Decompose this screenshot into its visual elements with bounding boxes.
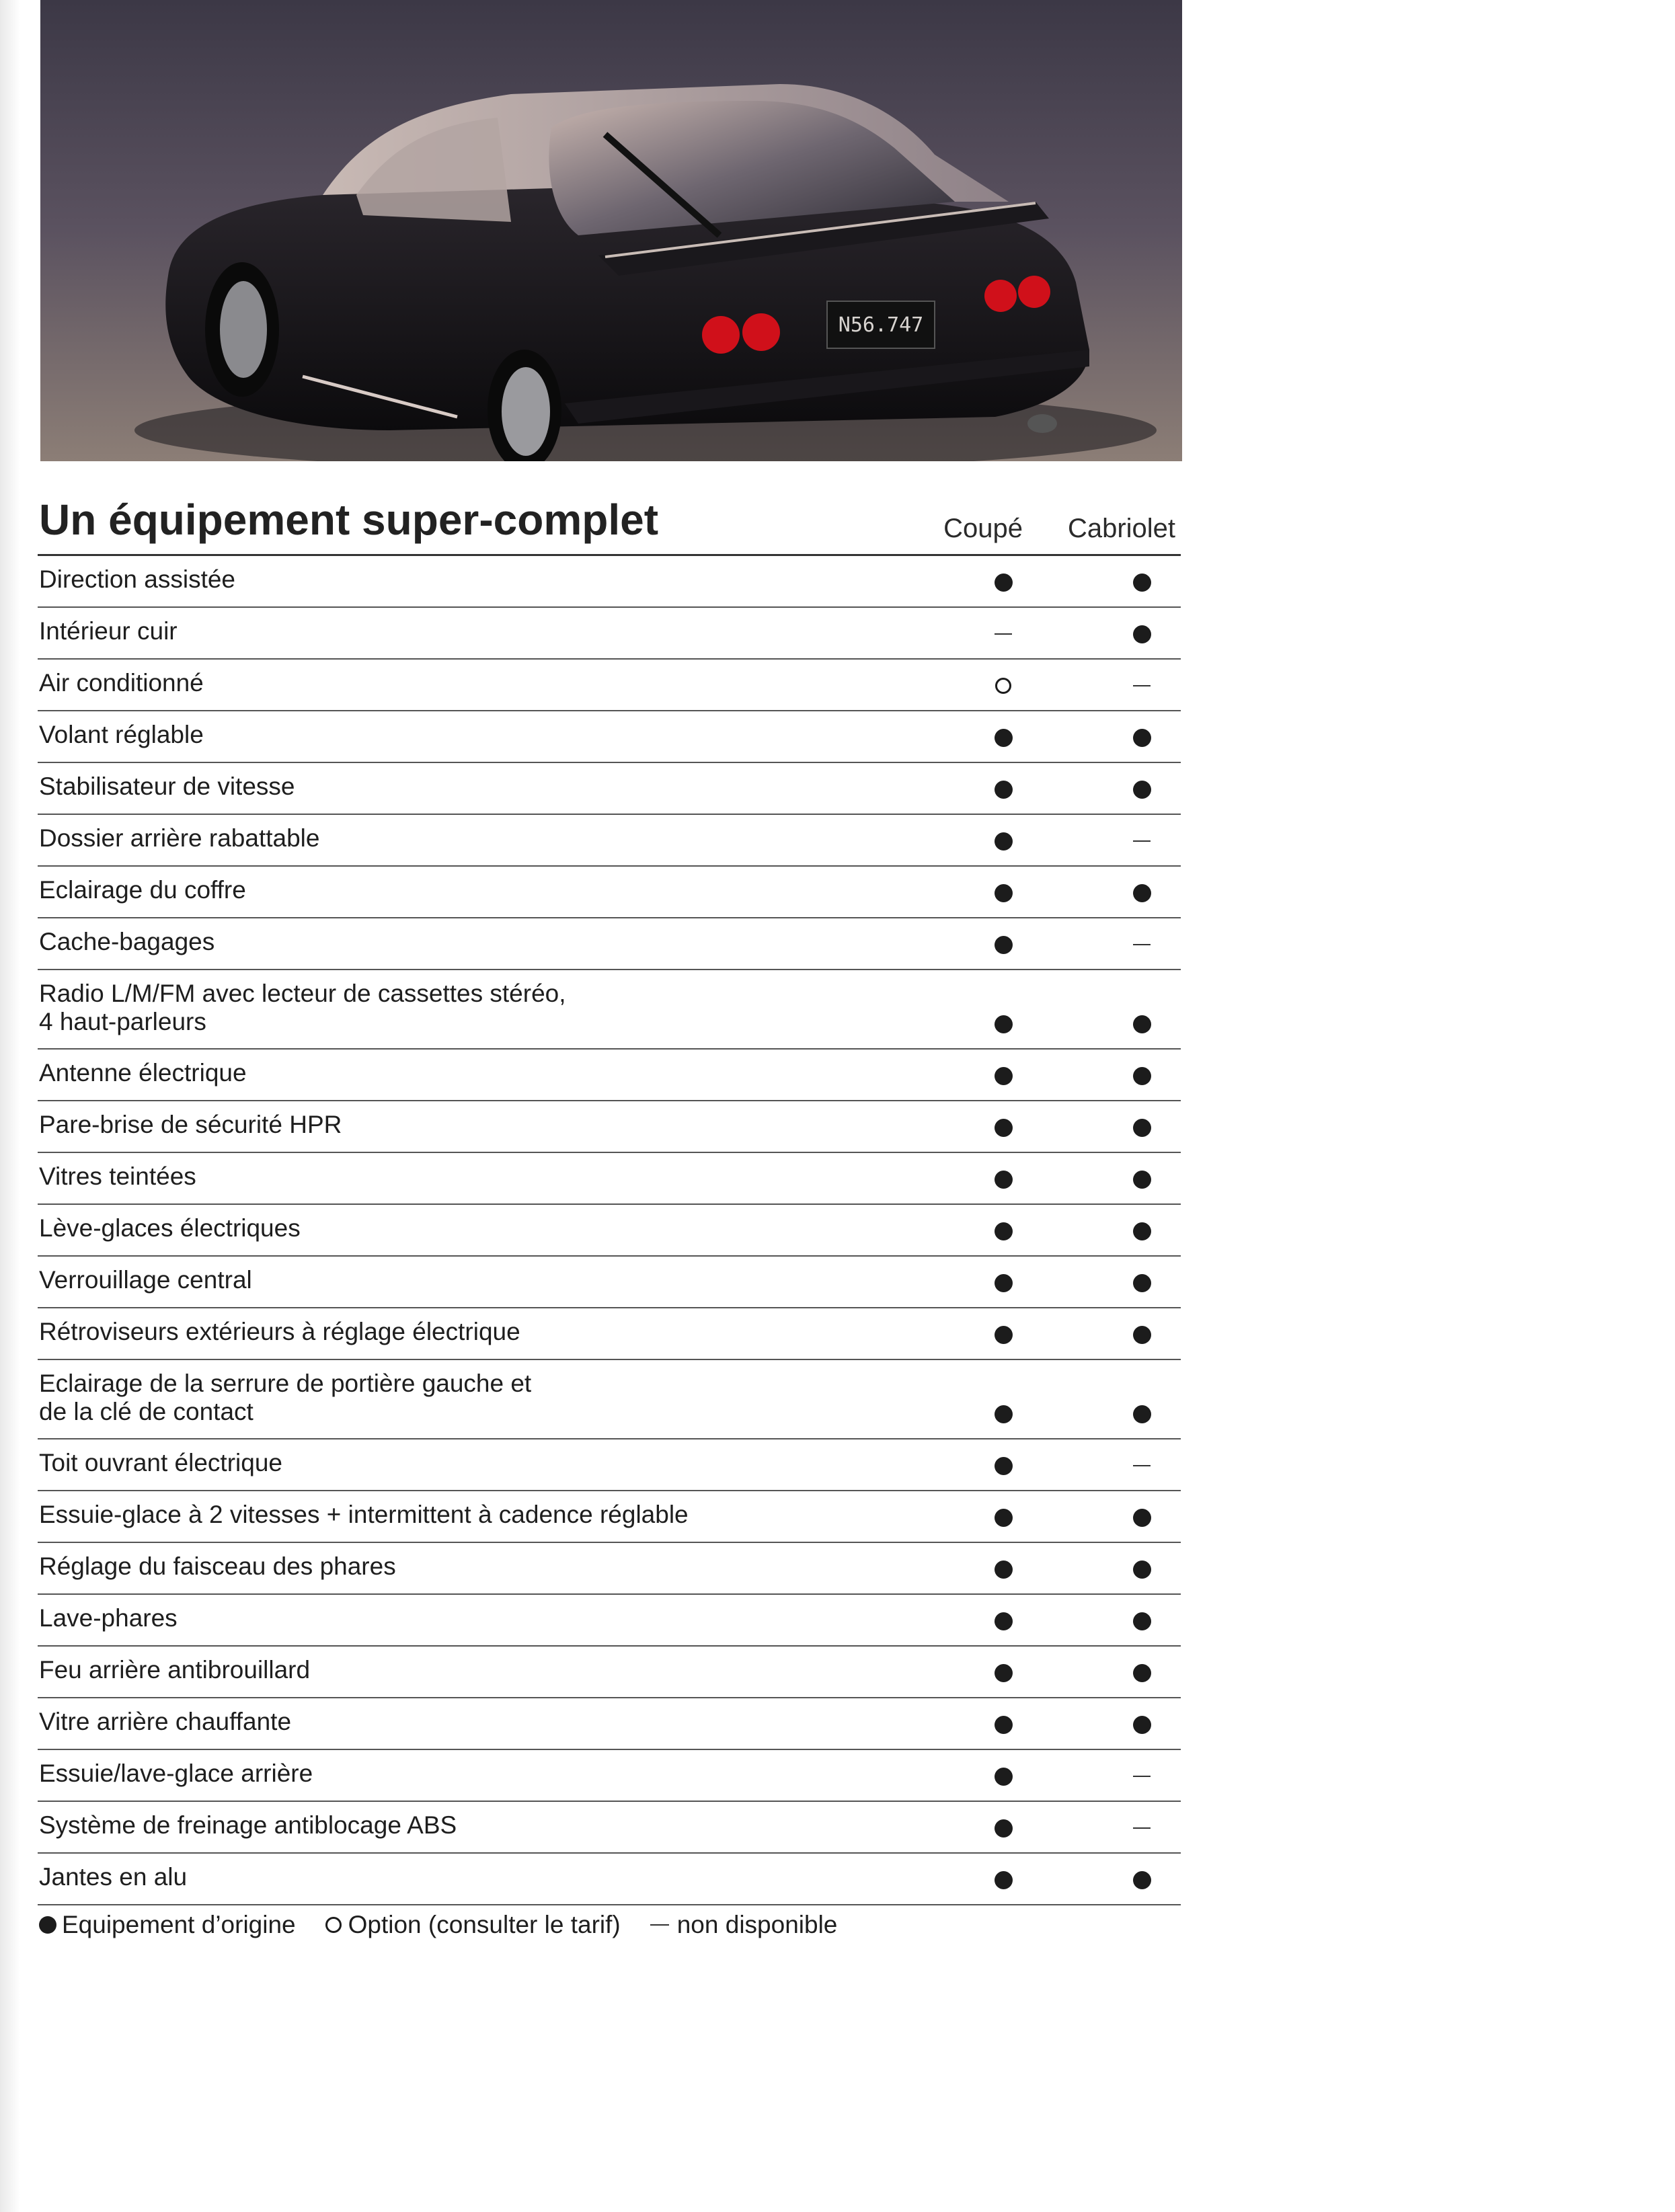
cell-coupe (983, 879, 1023, 906)
page-title: Un équipement super-complet (39, 496, 658, 544)
equipment-table (38, 556, 1181, 1905)
cell-coupe (983, 1321, 1023, 1348)
table-row (38, 970, 1181, 1050)
cell-coupe (983, 1011, 1023, 1037)
filled-circle-icon (1133, 1119, 1151, 1137)
filled-circle-icon (995, 781, 1013, 799)
filled-circle-icon (995, 1067, 1013, 1085)
dash-icon (650, 1924, 669, 1926)
filled-circle-icon (1133, 1871, 1151, 1889)
cell-cabriolet (1122, 1269, 1162, 1296)
filled-circle-icon (995, 1119, 1013, 1137)
table-row (38, 1698, 1181, 1750)
cell-cabriolet (1122, 879, 1162, 906)
sports-car-illustration (40, 0, 1182, 461)
row-label: Stabilisateur de vitesse (39, 773, 295, 800)
filled-circle-icon (995, 936, 1013, 954)
row-label: Cache-bagages (39, 928, 215, 955)
filled-circle-icon (995, 1171, 1013, 1189)
dash-icon (1133, 840, 1151, 842)
cell-coupe (983, 1452, 1023, 1479)
cell-cabriolet (1122, 1011, 1162, 1037)
filled-circle-icon (1133, 1326, 1151, 1344)
table-row (38, 1257, 1181, 1308)
table-row (38, 918, 1181, 970)
dash-icon (1133, 944, 1151, 945)
cell-cabriolet (1122, 1711, 1162, 1738)
filled-circle-icon (1133, 1405, 1151, 1423)
cell-coupe (983, 1114, 1023, 1141)
legend-item-standard (39, 1911, 296, 1939)
filled-circle-icon (995, 1561, 1013, 1579)
dash-icon (1133, 1827, 1151, 1829)
cell-coupe (983, 1504, 1023, 1531)
row-label: Vitre arrière chauffante (39, 1708, 292, 1735)
filled-circle-icon (995, 1768, 1013, 1786)
table-row (38, 1050, 1181, 1101)
cell-cabriolet (1122, 1815, 1162, 1842)
cell-cabriolet (1122, 621, 1162, 647)
table-row (38, 763, 1181, 815)
row-label: Volant réglable (39, 721, 204, 748)
row-label: Dossier arrière rabattable (39, 824, 320, 852)
legend-standard-label: Equipement d’origine (62, 1911, 296, 1938)
filled-circle-icon (995, 1405, 1013, 1423)
filled-circle-icon (1133, 574, 1151, 592)
cell-coupe (983, 931, 1023, 958)
cell-coupe (983, 1400, 1023, 1427)
cell-cabriolet (1122, 1504, 1162, 1531)
cell-coupe (983, 1608, 1023, 1634)
row-label: Lève-glaces électriques (39, 1214, 301, 1242)
filled-circle-icon (995, 1015, 1013, 1033)
table-row (38, 608, 1181, 660)
cell-coupe (983, 621, 1023, 647)
cell-cabriolet (1122, 569, 1162, 596)
row-label: Lave-phares (39, 1604, 178, 1632)
cell-coupe (983, 569, 1023, 596)
cell-cabriolet (1122, 1114, 1162, 1141)
table-row (38, 1750, 1181, 1802)
column-header-cabriolet: Cabriolet (1067, 514, 1176, 543)
cell-cabriolet (1122, 672, 1162, 699)
filled-circle-icon (1133, 1664, 1151, 1682)
table-row (38, 1360, 1181, 1439)
table-row (38, 867, 1181, 918)
row-label: Eclairage de la serrure de portière gauche et de la clé de contact (39, 1370, 532, 1425)
dash-icon (1133, 1465, 1151, 1466)
row-label: Air conditionné (39, 669, 204, 697)
license-plate-text: N56.747 (838, 313, 924, 337)
legend-na-label: non disponible (676, 1911, 838, 1938)
filled-circle-icon (1133, 1509, 1151, 1527)
open-circle-icon (325, 1917, 342, 1933)
cell-cabriolet (1122, 1062, 1162, 1089)
cell-coupe (983, 1659, 1023, 1686)
cell-cabriolet (1122, 1866, 1162, 1893)
page-binding-shadow (0, 0, 20, 2212)
row-label: Verrouillage central (39, 1266, 252, 1294)
filled-circle-icon (995, 1457, 1013, 1475)
filled-circle-icon (995, 1222, 1013, 1240)
filled-circle-icon (995, 1274, 1013, 1292)
cell-cabriolet (1122, 1321, 1162, 1348)
row-label: Intérieur cuir (39, 617, 178, 645)
row-label: Essuie-glace à 2 vitesses + intermittent à cadence réglable (39, 1501, 689, 1528)
filled-circle-icon (995, 574, 1013, 592)
cell-coupe (983, 1763, 1023, 1790)
cell-cabriolet (1122, 1218, 1162, 1245)
filled-circle-icon (1133, 884, 1151, 902)
filled-circle-icon (1133, 1171, 1151, 1189)
cell-coupe (983, 1866, 1023, 1893)
filled-circle-icon (1133, 1274, 1151, 1292)
legend-item-option (325, 1911, 621, 1939)
filled-circle-icon (1133, 625, 1151, 643)
cell-cabriolet (1122, 1763, 1162, 1790)
cell-cabriolet (1122, 1400, 1162, 1427)
filled-circle-icon (1133, 1067, 1151, 1085)
cell-coupe (983, 1218, 1023, 1245)
cell-coupe (983, 1166, 1023, 1193)
filled-circle-icon (995, 1509, 1013, 1527)
row-label: Toit ouvrant électrique (39, 1449, 282, 1476)
table-row (38, 1595, 1181, 1647)
filled-circle-icon (1133, 1222, 1151, 1240)
filled-circle-icon (1133, 1561, 1151, 1579)
row-label: Feu arrière antibrouillard (39, 1656, 311, 1684)
row-label: Système de freinage antiblocage ABS (39, 1811, 457, 1839)
table-row (38, 1543, 1181, 1595)
filled-circle-icon (995, 1716, 1013, 1734)
table-row (38, 1205, 1181, 1257)
cell-cabriolet (1122, 1556, 1162, 1583)
row-label: Eclairage du coffre (39, 876, 246, 904)
cell-coupe (983, 1711, 1023, 1738)
cell-coupe (983, 1556, 1023, 1583)
table-row (38, 556, 1181, 608)
table-row (38, 1491, 1181, 1543)
legend-item-not-available (650, 1911, 838, 1939)
table-row (38, 1647, 1181, 1698)
cell-cabriolet (1122, 1166, 1162, 1193)
row-label: Essuie/lave-glace arrière (39, 1760, 313, 1787)
table-row (38, 660, 1181, 711)
filled-circle-icon (39, 1916, 56, 1934)
row-label: Jantes en alu (39, 1863, 188, 1891)
table-row (38, 1153, 1181, 1205)
table-row (38, 711, 1181, 763)
cell-coupe (983, 828, 1023, 855)
cell-cabriolet (1122, 1452, 1162, 1479)
filled-circle-icon (1133, 781, 1151, 799)
legend (39, 1911, 867, 1939)
row-label: Radio L/M/FM avec lecteur de cassettes stéréo, 4 haut-parleurs (39, 980, 566, 1035)
filled-circle-icon (1133, 729, 1151, 747)
table-row (38, 1439, 1181, 1491)
filled-circle-icon (1133, 1612, 1151, 1630)
filled-circle-icon (1133, 1015, 1151, 1033)
car-photo (40, 0, 1182, 461)
dash-icon (1133, 1776, 1151, 1777)
column-header-coupe: Coupé (943, 514, 1023, 543)
open-circle-icon (995, 678, 1011, 694)
row-label: Réglage du faisceau des phares (39, 1552, 396, 1580)
table-row (38, 815, 1181, 867)
filled-circle-icon (995, 1612, 1013, 1630)
legend-option-label: Option (consulter le tarif) (348, 1911, 621, 1938)
cell-coupe (983, 672, 1023, 699)
filled-circle-icon (995, 832, 1013, 851)
filled-circle-icon (995, 1326, 1013, 1344)
row-label: Direction assistée (39, 565, 236, 593)
cell-cabriolet (1122, 724, 1162, 751)
cell-coupe (983, 724, 1023, 751)
filled-circle-icon (995, 884, 1013, 902)
cell-coupe (983, 1062, 1023, 1089)
cell-cabriolet (1122, 828, 1162, 855)
table-row (38, 1854, 1181, 1905)
cell-cabriolet (1122, 931, 1162, 958)
filled-circle-icon (995, 1664, 1013, 1682)
cell-cabriolet (1122, 1608, 1162, 1634)
dash-icon (1133, 685, 1151, 686)
filled-circle-icon (1133, 1716, 1151, 1734)
row-label: Pare-brise de sécurité HPR (39, 1111, 342, 1138)
table-row (38, 1308, 1181, 1360)
cell-cabriolet (1122, 1659, 1162, 1686)
row-label: Antenne électrique (39, 1059, 247, 1087)
table-row (38, 1802, 1181, 1854)
cell-coupe (983, 776, 1023, 803)
cell-coupe (983, 1815, 1023, 1842)
filled-circle-icon (995, 729, 1013, 747)
dash-icon (995, 633, 1012, 635)
filled-circle-icon (995, 1871, 1013, 1889)
row-label: Vitres teintées (39, 1162, 196, 1190)
cell-cabriolet (1122, 776, 1162, 803)
filled-circle-icon (995, 1819, 1013, 1838)
table-row (38, 1101, 1181, 1153)
cell-coupe (983, 1269, 1023, 1296)
row-label: Rétroviseurs extérieurs à réglage électrique (39, 1318, 520, 1345)
